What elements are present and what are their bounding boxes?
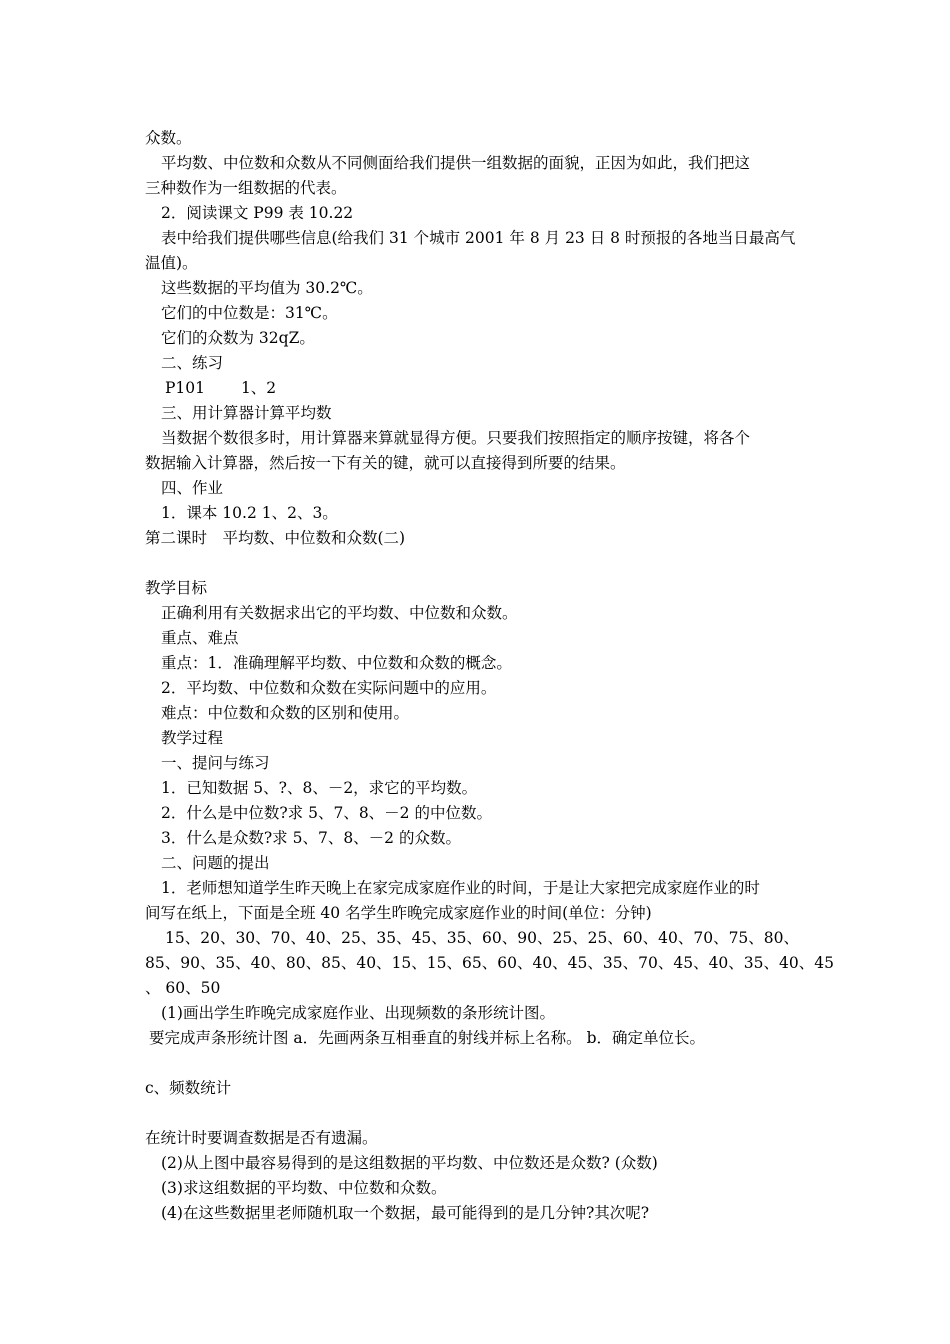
section-heading: 三、用计算器计算平均数 bbox=[161, 404, 332, 422]
section-heading: 教学过程 bbox=[161, 729, 224, 747]
text-line: P101 1、2 bbox=[165, 379, 277, 397]
text-line: 1．老师想知道学生昨天晚上在家完成家庭作业的时间，于是让大家把完成家庭作业的时 bbox=[161, 879, 760, 897]
text-line: 正确利用有关数据求出它的平均数、中位数和众数。 bbox=[161, 604, 518, 622]
text-line: (4)在这些数据里老师随机取一个数据，最可能得到的是几分钟?其次呢? bbox=[161, 1204, 650, 1222]
text-line: 重点：1．准确理解平均数、中位数和众数的概念。 bbox=[161, 654, 512, 672]
section-heading: 一、提问与练习 bbox=[161, 754, 270, 772]
section-heading: 二、问题的提出 bbox=[161, 854, 270, 872]
section-heading: 教学目标 bbox=[145, 579, 208, 597]
text-line: 温值)。 bbox=[145, 254, 198, 272]
section-heading: 四、作业 bbox=[161, 479, 224, 497]
text-line: 它们的众数为 32qZ。 bbox=[161, 329, 315, 347]
data-line: 、 60、50 bbox=[145, 979, 221, 997]
text-line: 在统计时要调查数据是否有遗漏。 bbox=[145, 1129, 378, 1147]
text-line: 2．什么是中位数?求 5、7、8、－2 的中位数。 bbox=[161, 804, 492, 822]
text-line: 数据输入计算器，然后按一下有关的键，就可以直接得到所要的结果。 bbox=[145, 454, 626, 472]
section-heading: 重点、难点 bbox=[161, 629, 239, 647]
text-line: 间写在纸上，下面是全班 40 名学生昨晚完成家庭作业的时间(单位：分钟) bbox=[145, 904, 652, 922]
text-line: 表中给我们提供哪些信息(给我们 31 个城市 2001 年 8 月 23 日 8 时预报的各地当日最高气 bbox=[161, 229, 796, 247]
text-line: 2．平均数、中位数和众数在实际问题中的应用。 bbox=[161, 679, 497, 697]
section-heading: 二、练习 bbox=[161, 354, 224, 372]
text-line: (2)从上图中最容易得到的是这组数据的平均数、中位数还是众数? (众数) bbox=[161, 1154, 658, 1172]
text-line: 三种数作为一组数据的代表。 bbox=[145, 179, 347, 197]
text-line: 难点：中位数和众数的区别和使用。 bbox=[161, 704, 410, 722]
text-line: 这些数据的平均值为 30.2℃。 bbox=[161, 279, 373, 297]
text-line: 要完成声条形统计图 a．先画两条互相垂直的射线并标上名称。 b．确定单位长。 bbox=[149, 1029, 706, 1047]
text-line: 当数据个数很多时，用计算器来算就显得方便。只要我们按照指定的顺序按键，将各个 bbox=[161, 429, 751, 447]
text-line: c、频数统计 bbox=[145, 1079, 232, 1097]
text-line: 众数。 bbox=[145, 129, 192, 147]
data-line: 15、20、30、70、40、25、35、45、35、60、90、25、25、60、40、70、75、80、 bbox=[165, 929, 800, 947]
text-line: 它们的中位数是：31℃。 bbox=[161, 304, 338, 322]
lesson-title: 第二课时 平均数、中位数和众数(二) bbox=[145, 529, 406, 547]
text-line: 平均数、中位数和众数从不同侧面给我们提供一组数据的面貌，正因为如此，我们把这 bbox=[161, 154, 751, 172]
text-line: 2．阅读课文 P99 表 10.22 bbox=[161, 204, 354, 222]
text-line: 3．什么是众数?求 5、7、8、－2 的众数。 bbox=[161, 829, 461, 847]
text-line: 1．已知数据 5、?、8、－2，求它的平均数。 bbox=[161, 779, 478, 797]
text-line: 1．课本 10.2 1、2、3。 bbox=[161, 504, 338, 522]
text-line: (3)求这组数据的平均数、中位数和众数。 bbox=[161, 1179, 447, 1197]
text-line: (1)画出学生昨晚完成家庭作业、出现频数的条形统计图。 bbox=[161, 1004, 555, 1022]
data-line: 85、90、35、40、80、85、40、15、15、65、60、40、45、35、70、45、40、35、40、45 bbox=[145, 954, 834, 972]
